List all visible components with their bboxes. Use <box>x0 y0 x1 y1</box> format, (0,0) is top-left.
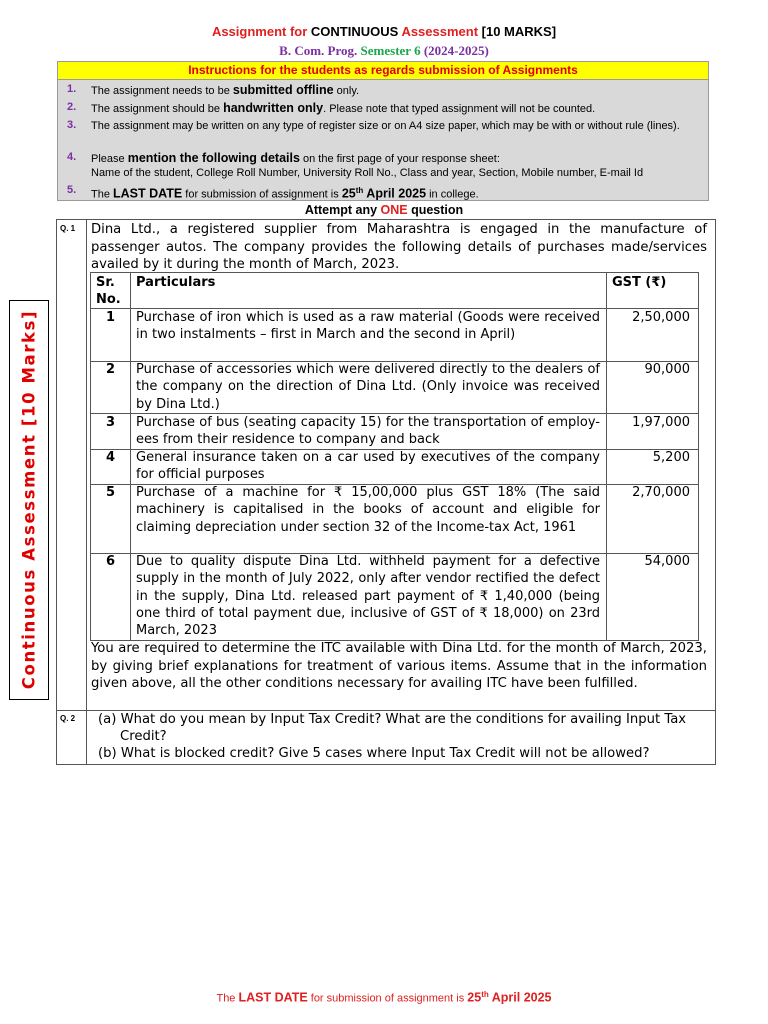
instruction-text <box>91 83 703 98</box>
row-sr: 6 <box>105 554 116 569</box>
subtitle-part: (2024-2025) <box>423 43 489 58</box>
title-part: CONTINUOUS <box>310 24 402 39</box>
instruction-text <box>91 151 703 180</box>
instruction-number: 1. <box>67 83 77 95</box>
text-bold: LAST DATE <box>113 186 183 201</box>
text-bold: April 2025 <box>363 186 427 201</box>
text-bold: 25 <box>341 186 356 201</box>
header-particulars: Particulars <box>136 275 216 290</box>
text-part: for submission of assignment is <box>307 992 468 1005</box>
row-particulars: Purchase of accessories which were delivered directly to the dealers of the company on the direction of Dina Ltd. (Only invoice was received by Dina Ltd.) <box>136 362 600 412</box>
text-part: The assignment should be <box>91 103 224 115</box>
text-part: . Please note that typed assignment will not be counted. <box>323 103 596 115</box>
title-part: [10 MARKS] <box>481 24 557 39</box>
row-particulars: Purchase of bus (seating capacity 15) for the transportation of employ-ees from their residence to company and back <box>136 415 600 448</box>
row-sr: 3 <box>105 415 116 430</box>
footer-deadline <box>0 990 768 1005</box>
instruction-text: The assignment may be written on any type of register size or on A4 size paper, which may be with or without rule (lines). <box>91 120 680 132</box>
row-particulars: General insurance taken on a car used by executives of the company for official purposes <box>136 450 600 483</box>
header-sr-no: Sr. No. <box>96 275 121 308</box>
text-part: for submission of assignment is <box>182 188 342 201</box>
row-gst: 5,200 <box>652 450 690 465</box>
row-particulars: Purchase of a machine for ₹ 15,00,000 plus GST 18% (The said machinery is capitalised in the books of account and eligible for claiming depreciation under section 32 of the Income-tax Act, 1961 <box>136 485 600 535</box>
text-bold: handwritten only <box>223 101 324 115</box>
text-part: The assignment needs to be <box>91 85 233 97</box>
q1-intro: Dina Ltd., a registered supplier from Maharashtra is engaged in the manufacture of passenger autos. The company provides the following details of purchases made/services availed by it during the month of March, 2023. <box>91 222 707 272</box>
q1-label: Q. 1 <box>60 224 76 233</box>
text-part: only. <box>333 85 360 97</box>
title-part: Assessment <box>401 24 482 39</box>
text-part: in college. <box>426 188 479 201</box>
q2-label: Q. 2 <box>60 714 76 723</box>
title-part: Assignment for <box>211 24 311 39</box>
text-bold: April 2025 <box>488 990 552 1005</box>
course-subtitle <box>0 43 768 59</box>
text-bold: submitted offline <box>232 83 334 97</box>
text-sup: th <box>481 990 489 999</box>
text-bold: 25 <box>467 990 482 1005</box>
purchase-details-table <box>90 272 699 641</box>
row-sr: 4 <box>105 450 116 465</box>
row-gst: 90,000 <box>644 362 690 377</box>
q2-b-text: (b) What is blocked credit? Give 5 cases where Input Tax Credit will not be allowed? <box>98 746 650 761</box>
q2-part-a <box>98 711 710 762</box>
row-sr: 2 <box>105 362 116 377</box>
instruction-number: 2. <box>67 101 77 113</box>
row-particulars: Due to quality dispute Dina Ltd. withheld payment for a defective supply in the month of July 2022, only after vendor rectified the defect in the supply, Dina Ltd. released part payment of ₹ 1,40,000 (being one third of total payment due, inclusive of GST of ₹ 18,000) on 23rd March, 2023 <box>136 554 600 639</box>
instruction-text <box>91 184 703 202</box>
row-gst: 2,50,000 <box>632 310 690 325</box>
q2-a-text: (a) What do you mean by Input Tax Credit? What are the conditions for availing Input Tax Credit? <box>98 712 687 744</box>
col-divider <box>130 273 131 640</box>
text-part: The <box>91 188 114 201</box>
instruction-number: 4. <box>67 151 77 163</box>
text-part: question <box>407 203 464 217</box>
col-divider <box>606 273 607 640</box>
instructions-box <box>57 61 709 201</box>
question-number-column <box>57 220 87 764</box>
text-part: ONE <box>380 203 408 217</box>
q1-closing: You are required to determine the ITC available with Dina Ltd. for the month of March, 2023, by giving brief explanations for treatment of various items. Assume that in the information given above, all the other conditions necessary for availing ITC have been fulfilled. <box>91 641 707 691</box>
text-part: Name of the student, College Roll Number, University Roll No., Class and year, Section, Mobile number, E-mail Id <box>91 167 644 179</box>
text-bold: mention the following details <box>127 151 300 165</box>
text-part: Attempt any <box>304 203 381 217</box>
row-sr: 5 <box>105 485 116 500</box>
text-sup: th <box>355 186 364 195</box>
subtitle-part: B. Com. Prog. <box>279 43 361 58</box>
row-gst: 1,97,000 <box>632 415 690 430</box>
text-part: The <box>216 992 239 1005</box>
row-sr: 1 <box>105 310 116 325</box>
text-bold: LAST DATE <box>238 990 308 1005</box>
instructions-heading: Instructions for the students as regards submission of Assignments <box>58 62 708 80</box>
text-part: Please <box>91 153 128 165</box>
side-label: Continuous Assessment [10 Marks] <box>19 309 39 690</box>
instruction-number: 3. <box>67 119 77 131</box>
assignment-title <box>0 24 768 39</box>
side-label-box <box>9 300 49 700</box>
header-gst: GST (₹) <box>612 275 667 290</box>
attempt-instruction <box>0 203 768 217</box>
row-gst: 2,70,000 <box>632 485 690 500</box>
subtitle-part: Semester 6 <box>360 43 424 58</box>
row-gst: 54,000 <box>644 554 690 569</box>
row-particulars: Purchase of iron which is used as a raw material (Goods were received in two instalments – first in March and the second in April) <box>136 310 600 343</box>
instruction-number: 5. <box>67 184 77 196</box>
text-part: on the first page of your response sheet: <box>299 153 500 165</box>
instruction-text <box>91 101 703 116</box>
